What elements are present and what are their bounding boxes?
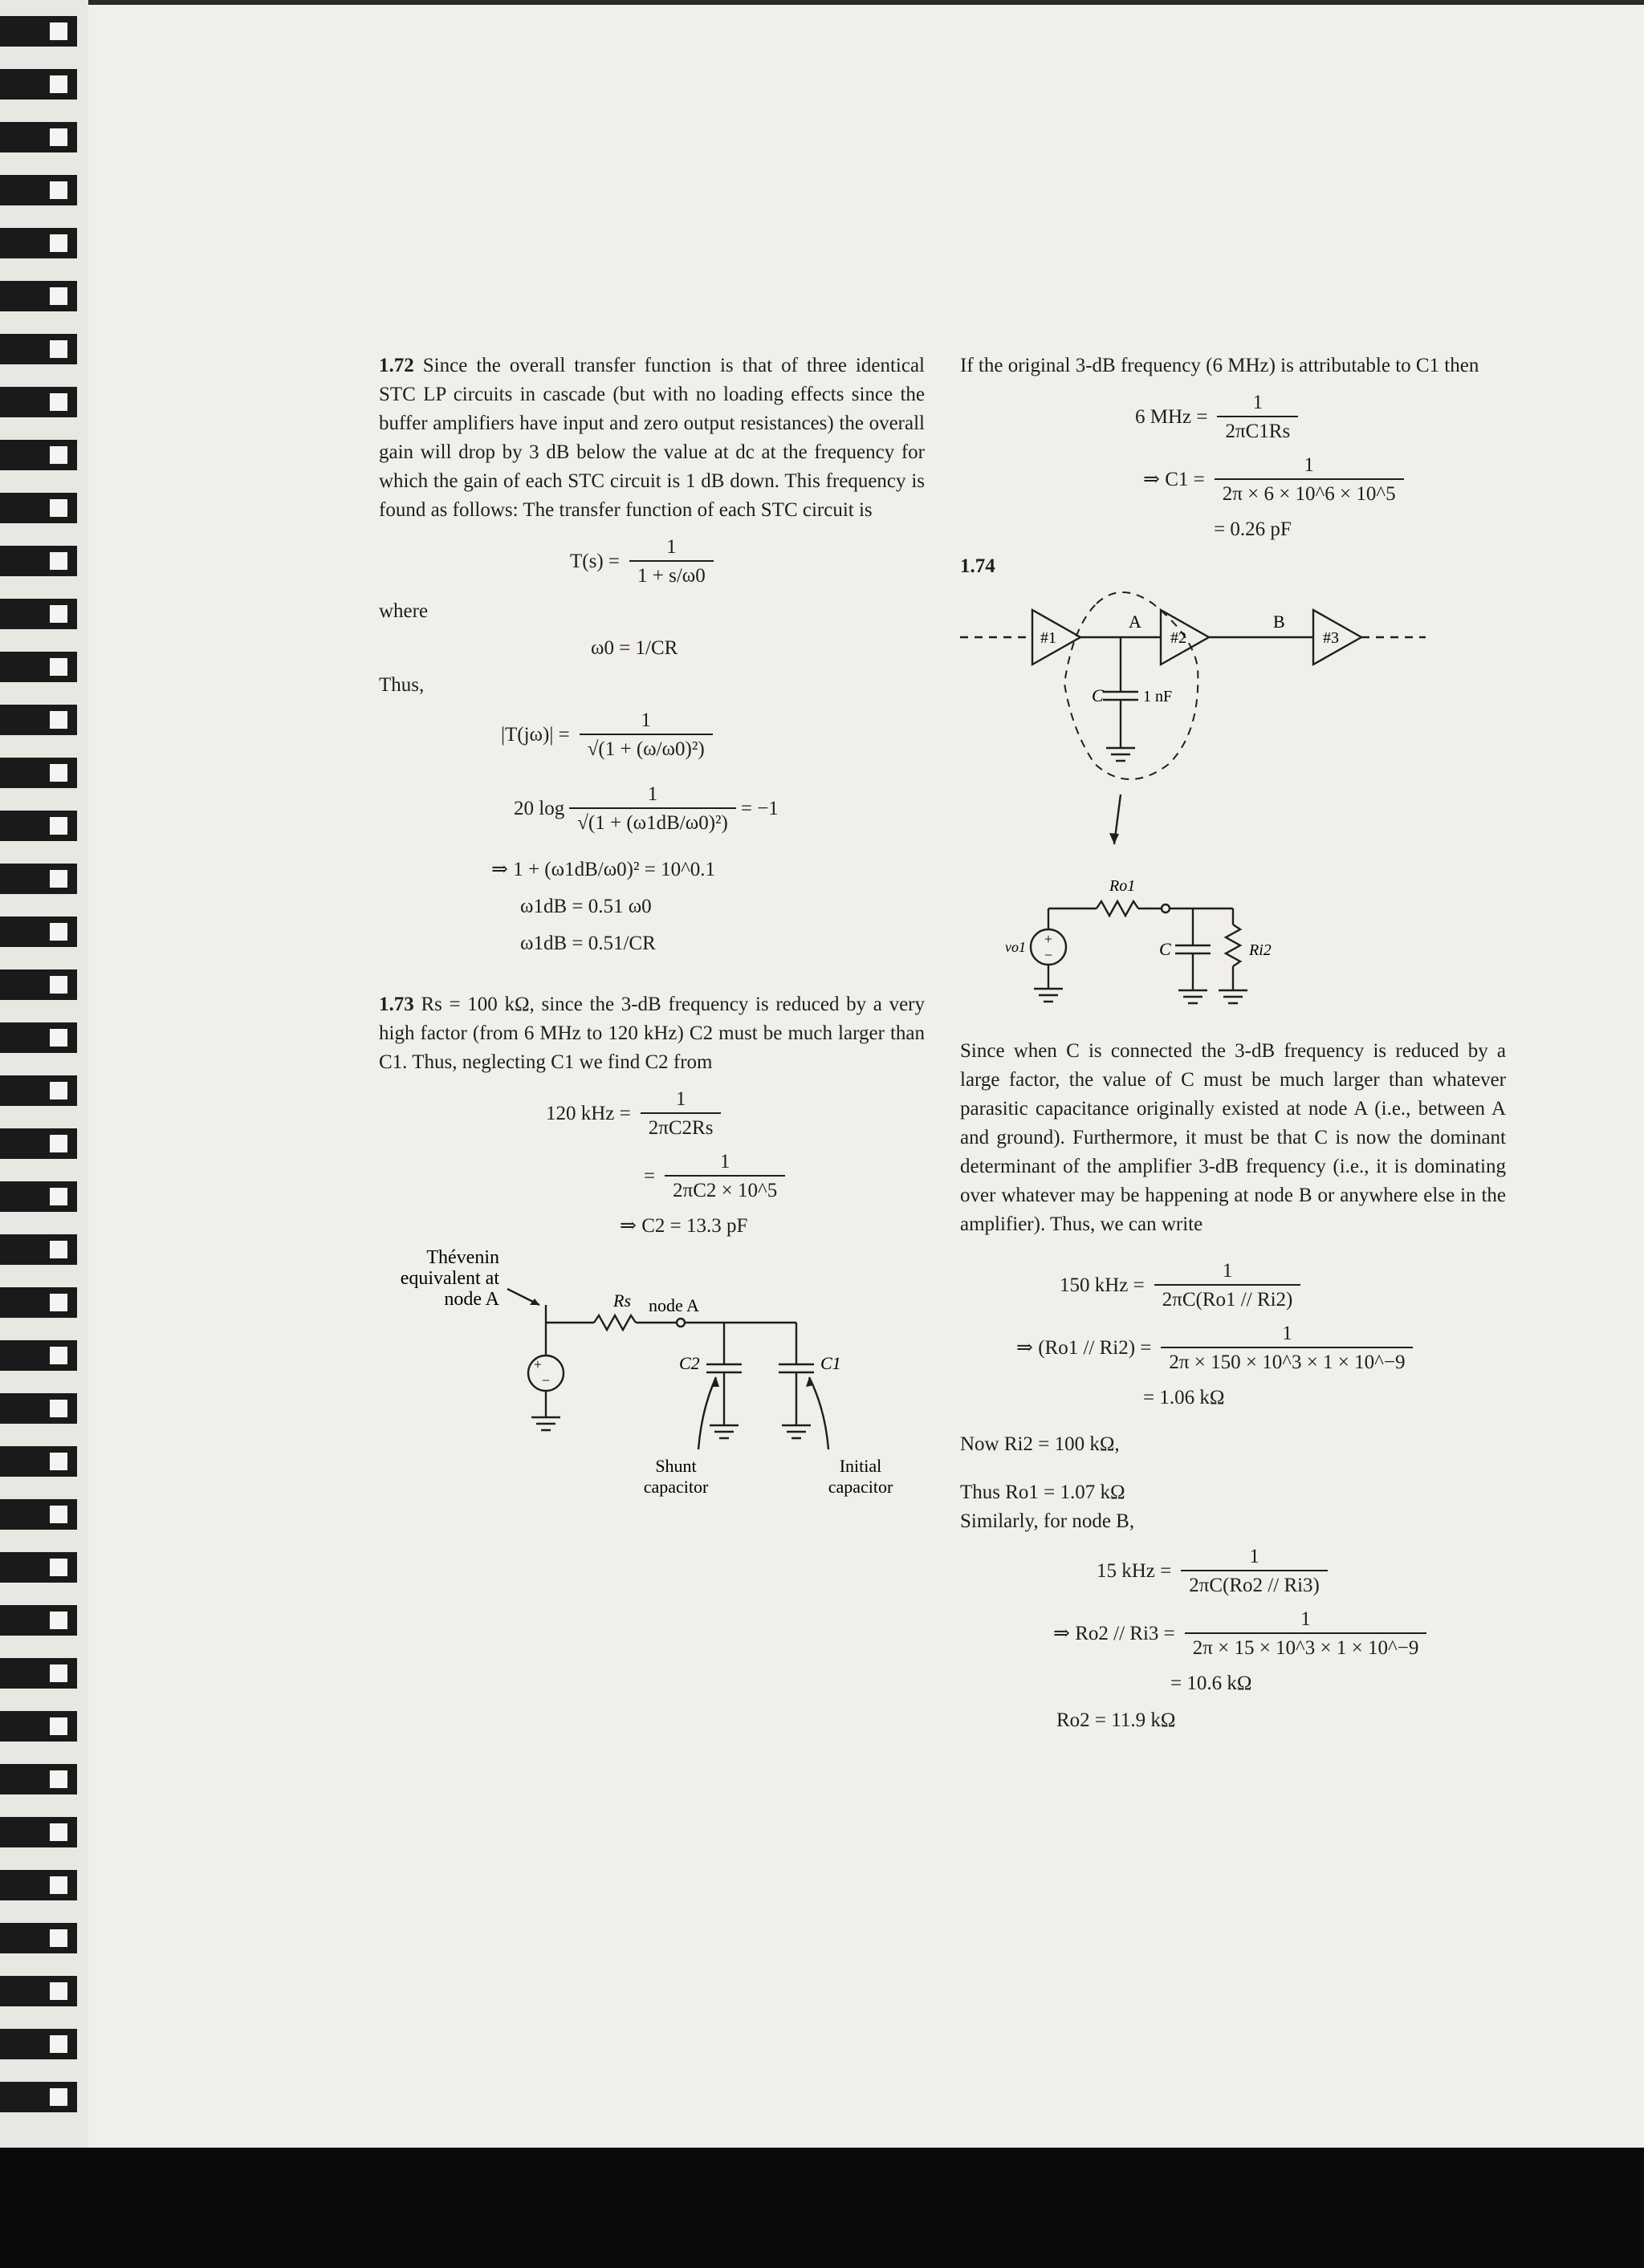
scan-bottom-band — [0, 2148, 1644, 2268]
spiral-hole — [50, 2088, 67, 2106]
eq-c1-result: = 0.26 pF — [1214, 518, 1292, 540]
spiral-hole — [50, 1082, 67, 1099]
spiral-hole — [50, 764, 67, 782]
spiral-hole — [50, 234, 67, 252]
spiral-hole — [50, 1982, 67, 2000]
spiral-hole — [50, 2035, 67, 2053]
figure-thevenin-node-a — [379, 1249, 925, 1522]
eq-120khz: 120 kHz = $\frac{1}{2\pi C2Rs}$ — [379, 1087, 925, 1141]
svg-text:+: + — [1044, 931, 1053, 947]
spiral-hole — [50, 22, 67, 40]
spiral-hole — [50, 181, 67, 199]
label-thus: Thus, — [379, 674, 425, 696]
spiral-hole — [50, 658, 67, 676]
spiral-binding — [0, 0, 88, 2151]
fig-label-node-a: node A — [649, 1295, 699, 1315]
fig-label-initial-1: Initial — [839, 1456, 882, 1476]
spiral-hole — [50, 1929, 67, 1947]
eq-result-2: ω1dB = 0.51/CR — [520, 933, 656, 954]
eq-transfer-function: T(s) = $\frac{1}{1 + s/\omega 0}$ — [379, 534, 925, 589]
fig-label-node-a: A — [1129, 612, 1141, 632]
fig-label-thevenin-1: Thévenin — [426, 1249, 499, 1268]
fig-label-amp-2: #2 — [1170, 629, 1186, 647]
fig-label-shunt-2: capacitor — [643, 1477, 709, 1497]
fig-label-node-b: B — [1273, 612, 1285, 632]
eq-magnitude: |T(jω)| = $\frac{1}{\text{√(1 + (ω/ω0)²)}}$ — [379, 708, 925, 762]
spiral-hole — [50, 75, 67, 93]
right-intro-text: If the original 3-dB frequency (6 MHz) is attributable to C1 then — [960, 355, 1479, 376]
eq-15khz: 15 kHz = $\frac{1}{2\pi C(Ro2 // Ri3)}$ — [960, 1544, 1506, 1599]
spiral-hole — [50, 1559, 67, 1576]
spiral-hole — [50, 1135, 67, 1152]
spiral-hole — [50, 393, 67, 411]
spiral-hole — [50, 1294, 67, 1311]
eq-10-power: ⇒ 1 + (ω1dB/ω0)² = 10^0.1 — [491, 859, 716, 880]
right-column — [960, 352, 1506, 1743]
spiral-hole — [50, 870, 67, 888]
spiral-hole — [50, 1347, 67, 1364]
fig-label-c1: C1 — [820, 1353, 841, 1373]
spiral-hole — [50, 605, 67, 623]
spiral-hole — [50, 446, 67, 464]
eq-c2-denominator: = $\frac{1}{2\pi C2 \times 10\^{}5}$ — [379, 1149, 925, 1204]
eq-ro2-ri3: ⇒ Ro2 // Ri3 = $\frac{1}{2\pi \times 15 \times 10\^{}3 \times 1 \times 10\^{}-9}$ — [960, 1607, 1506, 1661]
eq-150khz: 150 kHz = $\frac{1}{2\pi C(Ro1 // Ri2)}$ — [960, 1258, 1506, 1313]
spiral-hole — [50, 1770, 67, 1788]
fig-label-c-equivalent: C — [1159, 939, 1171, 959]
page-top-edge — [0, 0, 1644, 5]
fig-label-ri2: Ri2 — [1249, 941, 1272, 959]
line-similarly: Similarly, for node B, — [960, 1510, 1135, 1532]
fig-label-vo1: vo1 — [1005, 939, 1026, 955]
eq-omega0: ω0 = 1/CR — [591, 637, 678, 659]
spiral-hole — [50, 817, 67, 835]
svg-text:−: − — [541, 1372, 551, 1388]
spiral-hole — [50, 711, 67, 729]
fig-label-1nf: 1 nF — [1143, 688, 1173, 705]
spiral-hole — [50, 128, 67, 146]
spiral-hole — [50, 1241, 67, 1258]
eq-ro2-ri3-result: = 10.6 kΩ — [1170, 1673, 1252, 1694]
left-column — [379, 352, 925, 1522]
eq-c1: ⇒ C1 = $\frac{1}{2\pi \times 6 \times 10\^{}6 \times 10\^{}5}$ — [960, 453, 1506, 507]
fig-label-ro1: Ro1 — [1109, 877, 1136, 895]
fig-label-thevenin-3: node A — [444, 1289, 499, 1310]
fig-label-amp-3: #3 — [1323, 629, 1339, 647]
fig-label-rs: Rs — [613, 1290, 631, 1311]
spiral-hole — [50, 1717, 67, 1735]
spiral-hole — [50, 1823, 67, 1841]
svg-text:+: + — [533, 1356, 543, 1372]
spiral-hole — [50, 340, 67, 358]
eq-20log: 20 log $\frac{1}{\text{√(1 + (ω1dB/ω0)²)}}$ = −1 — [379, 782, 925, 836]
problem-1-74-number: 1.74 — [960, 555, 995, 577]
spiral-hole — [50, 976, 67, 994]
spiral-hole — [50, 1876, 67, 1894]
problem-1-72-text: 1.72 Since the overall transfer function is that of three identical STC LP circuits in cascade (but with no loading effects since the buffer amplifiers have input and zero output resistances) the overall gain will drop by 3 dB below the value at dc at the frequency for which the gain of each STC circuit is 1 dB down. This frequency is found as follows: The transfer function of each STC circuit is — [379, 355, 926, 521]
spiral-hole — [50, 1029, 67, 1047]
eq-ro1-ri2-result: = 1.06 kΩ — [1143, 1387, 1225, 1408]
spiral-hole — [50, 923, 67, 941]
eq-6mhz: 6 MHz = $\frac{1}{2\pi C1Rs}$ — [960, 390, 1506, 445]
figure-amplifier-cascade — [960, 587, 1506, 1037]
fig-label-shunt-1: Shunt — [655, 1456, 697, 1476]
eq-ro1-ri2: ⇒ (Ro1 // Ri2) = $\frac{1}{2\pi \times 150 \times 10\^{}3 \times 1 \times 10\^{}-9}$ — [960, 1321, 1506, 1376]
problem-1-74-text: Since when C is connected the 3-dB frequency is reduced by a large factor, the value of C must be much larger than whatever parasitic capacitance originally existed at node A (i.e., between A and ground). Furthermore, it must be that C is now the dominant determinant of the amplifier 3-dB frequency (i.e., it is dominating over whatever may be happening at node B or anywhere else in the amplifier). Thus, we can write — [960, 1040, 1506, 1235]
spiral-hole — [50, 1400, 67, 1417]
spiral-hole — [50, 287, 67, 305]
spiral-hole — [50, 499, 67, 517]
fig-label-c2: C2 — [679, 1353, 700, 1373]
label-where: where — [379, 600, 429, 622]
spiral-hole — [50, 1664, 67, 1682]
fig-label-initial-2: capacitor — [828, 1477, 893, 1497]
fig-label-thevenin-2: equivalent at — [400, 1268, 499, 1289]
problem-1-73-text: 1.73 Rs = 100 kΩ, since the 3-dB frequency is reduced by a very high factor (from 6 MHz to 120 kHz) C2 must be much larger than C1. Thus, neglecting C1 we find C2 from — [379, 994, 926, 1073]
spiral-hole — [50, 1506, 67, 1523]
spiral-hole — [50, 1453, 67, 1470]
fig-label-amp-1: #1 — [1040, 629, 1056, 647]
eq-result-1: ω1dB = 0.51 ω0 — [520, 896, 652, 917]
svg-text:−: − — [1044, 947, 1053, 963]
eq-c2-result: ⇒ C2 = 13.3 pF — [620, 1215, 748, 1237]
fig-label-c: C — [1092, 685, 1104, 705]
eq-ro2-final: Ro2 = 11.9 kΩ — [1056, 1709, 1176, 1731]
spiral-hole — [50, 1188, 67, 1205]
spiral-hole — [50, 552, 67, 570]
spiral-hole — [50, 1612, 67, 1629]
line-thus-ro1: Thus Ro1 = 1.07 kΩ — [960, 1482, 1125, 1503]
line-now-ri2: Now Ri2 = 100 kΩ, — [960, 1433, 1120, 1455]
